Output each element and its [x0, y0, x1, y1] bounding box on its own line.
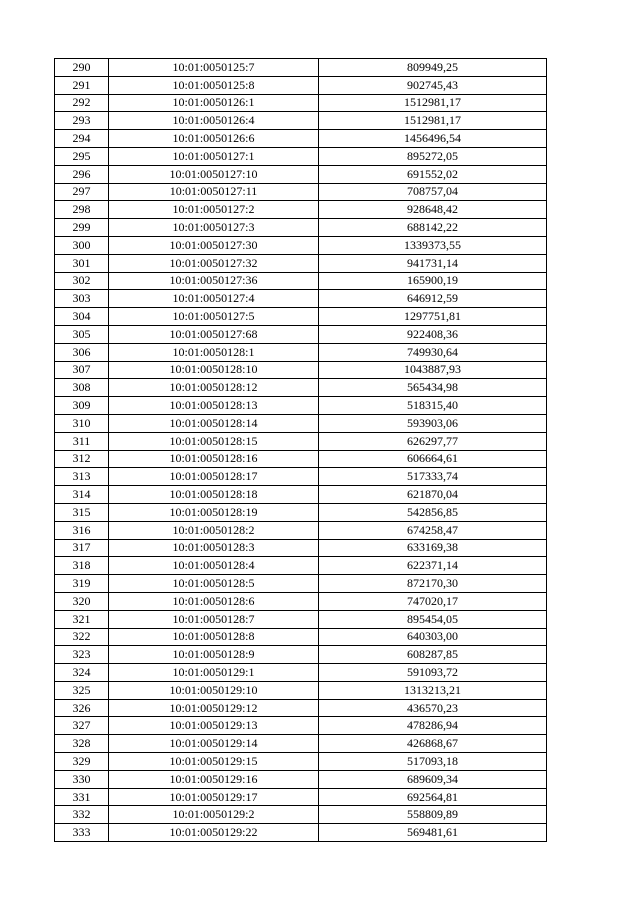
- table-row: [55, 735, 547, 753]
- row-number-cell: 328: [55, 735, 109, 753]
- table-row: [55, 788, 547, 806]
- value-cell: 928648,42: [319, 201, 547, 219]
- row-number-cell: 322: [55, 628, 109, 646]
- value-cell: 1313213,21: [319, 681, 547, 699]
- table-row: [55, 753, 547, 771]
- row-number-cell: 321: [55, 610, 109, 628]
- table-row: [55, 717, 547, 735]
- value-cell: 626297,77: [319, 432, 547, 450]
- value-cell: 517093,18: [319, 753, 547, 771]
- row-number-cell: 333: [55, 824, 109, 842]
- cadastral-number-cell: 10:01:0050128:15: [109, 432, 319, 450]
- row-number-cell: 327: [55, 717, 109, 735]
- data-table: [54, 58, 547, 842]
- value-cell: 608287,85: [319, 646, 547, 664]
- table-row: [55, 94, 547, 112]
- row-number-cell: 303: [55, 290, 109, 308]
- row-number-cell: 318: [55, 557, 109, 575]
- cadastral-number-cell: 10:01:0050128:4: [109, 557, 319, 575]
- table-row: [55, 539, 547, 557]
- table-row: [55, 183, 547, 201]
- row-number-cell: 325: [55, 681, 109, 699]
- cadastral-number-cell: 10:01:0050126:6: [109, 130, 319, 148]
- value-cell: 749930,64: [319, 343, 547, 361]
- value-cell: 809949,25: [319, 59, 547, 77]
- row-number-cell: 319: [55, 575, 109, 593]
- cadastral-number-cell: 10:01:0050128:14: [109, 414, 319, 432]
- table-row: [55, 432, 547, 450]
- value-cell: 1043887,93: [319, 361, 547, 379]
- value-cell: 1339373,55: [319, 236, 547, 254]
- cadastral-number-cell: 10:01:0050129:14: [109, 735, 319, 753]
- cadastral-number-cell: 10:01:0050127:11: [109, 183, 319, 201]
- cadastral-number-cell: 10:01:0050128:13: [109, 397, 319, 415]
- cadastral-number-cell: 10:01:0050128:19: [109, 503, 319, 521]
- row-number-cell: 313: [55, 468, 109, 486]
- table-row: [55, 592, 547, 610]
- row-number-cell: 294: [55, 130, 109, 148]
- row-number-cell: 317: [55, 539, 109, 557]
- cadastral-number-cell: 10:01:0050127:36: [109, 272, 319, 290]
- value-cell: 565434,98: [319, 379, 547, 397]
- value-cell: 606664,61: [319, 450, 547, 468]
- value-cell: 646912,59: [319, 290, 547, 308]
- row-number-cell: 331: [55, 788, 109, 806]
- value-cell: 1512981,17: [319, 94, 547, 112]
- table-row: [55, 147, 547, 165]
- table-row: [55, 824, 547, 842]
- cadastral-number-cell: 10:01:0050127:3: [109, 219, 319, 237]
- cadastral-number-cell: 10:01:0050129:22: [109, 824, 319, 842]
- row-number-cell: 308: [55, 379, 109, 397]
- cadastral-number-cell: 10:01:0050129:12: [109, 699, 319, 717]
- value-cell: 941731,14: [319, 254, 547, 272]
- cadastral-number-cell: 10:01:0050129:13: [109, 717, 319, 735]
- value-cell: 902745,43: [319, 76, 547, 94]
- value-cell: 165900,19: [319, 272, 547, 290]
- table-row: [55, 76, 547, 94]
- value-cell: 569481,61: [319, 824, 547, 842]
- table-row: [55, 450, 547, 468]
- cadastral-number-cell: 10:01:0050127:1: [109, 147, 319, 165]
- row-number-cell: 330: [55, 770, 109, 788]
- value-cell: 426868,67: [319, 735, 547, 753]
- value-cell: 622371,14: [319, 557, 547, 575]
- row-number-cell: 323: [55, 646, 109, 664]
- table-row: [55, 59, 547, 77]
- cadastral-number-cell: 10:01:0050127:32: [109, 254, 319, 272]
- value-cell: 922408,36: [319, 325, 547, 343]
- cadastral-number-cell: 10:01:0050126:4: [109, 112, 319, 130]
- cadastral-number-cell: 10:01:0050127:10: [109, 165, 319, 183]
- value-cell: 478286,94: [319, 717, 547, 735]
- table-row: [55, 343, 547, 361]
- table-row: [55, 557, 547, 575]
- cadastral-number-cell: 10:01:0050128:6: [109, 592, 319, 610]
- table-row: [55, 486, 547, 504]
- row-number-cell: 312: [55, 450, 109, 468]
- value-cell: 640303,00: [319, 628, 547, 646]
- cadastral-number-cell: 10:01:0050126:1: [109, 94, 319, 112]
- row-number-cell: 304: [55, 308, 109, 326]
- cadastral-number-cell: 10:01:0050128:2: [109, 521, 319, 539]
- cadastral-number-cell: 10:01:0050128:8: [109, 628, 319, 646]
- cadastral-number-cell: 10:01:0050127:68: [109, 325, 319, 343]
- value-cell: 593903,06: [319, 414, 547, 432]
- cadastral-number-cell: 10:01:0050125:7: [109, 59, 319, 77]
- cadastral-number-cell: 10:01:0050128:10: [109, 361, 319, 379]
- cadastral-number-cell: 10:01:0050128:17: [109, 468, 319, 486]
- row-number-cell: 295: [55, 147, 109, 165]
- value-cell: 692564,81: [319, 788, 547, 806]
- table-row: [55, 308, 547, 326]
- cadastral-number-cell: 10:01:0050128:1: [109, 343, 319, 361]
- row-number-cell: 329: [55, 753, 109, 771]
- table-row: [55, 521, 547, 539]
- row-number-cell: 309: [55, 397, 109, 415]
- table-row: [55, 130, 547, 148]
- table-row: [55, 646, 547, 664]
- row-number-cell: 306: [55, 343, 109, 361]
- value-cell: 436570,23: [319, 699, 547, 717]
- table-row: [55, 361, 547, 379]
- table-row: [55, 610, 547, 628]
- value-cell: 1512981,17: [319, 112, 547, 130]
- row-number-cell: 311: [55, 432, 109, 450]
- value-cell: 895272,05: [319, 147, 547, 165]
- table-row: [55, 770, 547, 788]
- cadastral-number-cell: 10:01:0050127:4: [109, 290, 319, 308]
- table-row: [55, 236, 547, 254]
- row-number-cell: 299: [55, 219, 109, 237]
- value-cell: 591093,72: [319, 664, 547, 682]
- value-cell: 558809,89: [319, 806, 547, 824]
- row-number-cell: 302: [55, 272, 109, 290]
- row-number-cell: 315: [55, 503, 109, 521]
- row-number-cell: 298: [55, 201, 109, 219]
- table-row: [55, 414, 547, 432]
- cadastral-number-cell: 10:01:0050129:15: [109, 753, 319, 771]
- value-cell: 1297751,81: [319, 308, 547, 326]
- table-row: [55, 112, 547, 130]
- row-number-cell: 314: [55, 486, 109, 504]
- table-row: [55, 272, 547, 290]
- row-number-cell: 292: [55, 94, 109, 112]
- value-cell: 542856,85: [319, 503, 547, 521]
- value-cell: 1456496,54: [319, 130, 547, 148]
- cadastral-number-cell: 10:01:0050129:2: [109, 806, 319, 824]
- row-number-cell: 310: [55, 414, 109, 432]
- table-row: [55, 379, 547, 397]
- table-row: [55, 503, 547, 521]
- table-row: [55, 325, 547, 343]
- row-number-cell: 316: [55, 521, 109, 539]
- value-cell: 688142,22: [319, 219, 547, 237]
- table-row: [55, 397, 547, 415]
- table-row: [55, 628, 547, 646]
- row-number-cell: 307: [55, 361, 109, 379]
- row-number-cell: 332: [55, 806, 109, 824]
- cadastral-number-cell: 10:01:0050128:5: [109, 575, 319, 593]
- table-row: [55, 468, 547, 486]
- row-number-cell: 297: [55, 183, 109, 201]
- value-cell: 691552,02: [319, 165, 547, 183]
- cadastral-number-cell: 10:01:0050127:5: [109, 308, 319, 326]
- cadastral-number-cell: 10:01:0050127:30: [109, 236, 319, 254]
- table-row: [55, 201, 547, 219]
- row-number-cell: 326: [55, 699, 109, 717]
- value-cell: 708757,04: [319, 183, 547, 201]
- cadastral-number-cell: 10:01:0050128:9: [109, 646, 319, 664]
- row-number-cell: 293: [55, 112, 109, 130]
- table-row: [55, 165, 547, 183]
- value-cell: 517333,74: [319, 468, 547, 486]
- row-number-cell: 301: [55, 254, 109, 272]
- table-row: [55, 254, 547, 272]
- cadastral-number-cell: 10:01:0050129:1: [109, 664, 319, 682]
- table-row: [55, 219, 547, 237]
- cadastral-number-cell: 10:01:0050125:8: [109, 76, 319, 94]
- table-row: [55, 681, 547, 699]
- value-cell: 872170,30: [319, 575, 547, 593]
- cadastral-number-cell: 10:01:0050129:17: [109, 788, 319, 806]
- table-row: [55, 575, 547, 593]
- table-row: [55, 290, 547, 308]
- cadastral-number-cell: 10:01:0050129:10: [109, 681, 319, 699]
- table-row: [55, 699, 547, 717]
- row-number-cell: 324: [55, 664, 109, 682]
- value-cell: 518315,40: [319, 397, 547, 415]
- value-cell: 747020,17: [319, 592, 547, 610]
- cadastral-number-cell: 10:01:0050127:2: [109, 201, 319, 219]
- cadastral-number-cell: 10:01:0050128:12: [109, 379, 319, 397]
- value-cell: 633169,38: [319, 539, 547, 557]
- table-row: [55, 806, 547, 824]
- row-number-cell: 300: [55, 236, 109, 254]
- row-number-cell: 290: [55, 59, 109, 77]
- cadastral-number-cell: 10:01:0050128:7: [109, 610, 319, 628]
- table-row: [55, 664, 547, 682]
- row-number-cell: 320: [55, 592, 109, 610]
- value-cell: 895454,05: [319, 610, 547, 628]
- row-number-cell: 296: [55, 165, 109, 183]
- cadastral-number-cell: 10:01:0050129:16: [109, 770, 319, 788]
- value-cell: 621870,04: [319, 486, 547, 504]
- cadastral-number-cell: 10:01:0050128:16: [109, 450, 319, 468]
- row-number-cell: 305: [55, 325, 109, 343]
- value-cell: 674258,47: [319, 521, 547, 539]
- row-number-cell: 291: [55, 76, 109, 94]
- table-body: [55, 59, 547, 842]
- cadastral-number-cell: 10:01:0050128:3: [109, 539, 319, 557]
- cadastral-number-cell: 10:01:0050128:18: [109, 486, 319, 504]
- value-cell: 689609,34: [319, 770, 547, 788]
